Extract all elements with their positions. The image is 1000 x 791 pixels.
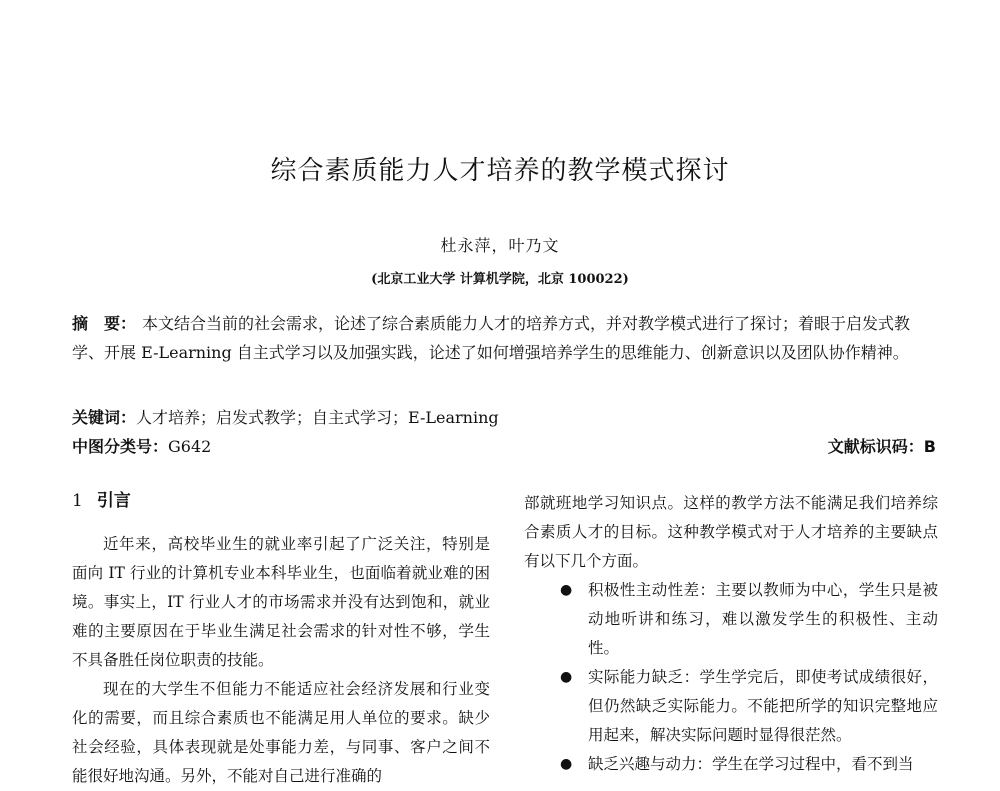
list-item-text: 积极性主动性差：主要以教师为中心，学生只是被动地听讲和练习，难以激发学生的积极性、主动性。 [588,581,938,657]
section-number: 1 [72,491,83,511]
clc-number [72,434,211,457]
right-column [524,489,938,779]
paragraph: 现在的大学生不但能力不能适应社会经济发展和行业变化的需要，而且综合素质也不能满足用人单位的要求。缺少社会经验，具体表现就是处事能力差，与同事、客户之间不能很好地沟通。另外，不能对自己进行准确的 [72,680,490,785]
document-code [828,434,936,457]
keywords-text: 人才培养；启发式教学；自主式学习；E-Learning [136,408,499,427]
keywords-label: 关键词： [72,408,137,427]
affiliation: (北京工业大学 计算机学院，北京 100022) [371,272,629,287]
left-column [72,487,490,791]
doc-code-label: 文献标识码： [827,437,924,456]
list-item [524,750,938,779]
paper-title: 综合素质能力人才培养的教学模式探讨 [270,156,730,186]
abstract [72,309,938,367]
abstract-text: 本文结合当前的社会需求，论述了综合素质能力人才的培养方式，并对教学模式进行了探讨；着眼于启发式教学、开展 E-Learning 自主式学习以及加强实践，论述了如何增强培养学生的思维能力、创新意识以及团队协作精神。 [72,314,911,362]
doc-code-value: B [923,437,936,456]
list-item-text: 缺乏兴趣与动力：学生在学习过程中，看不到当 [588,755,914,773]
keywords [72,405,499,428]
paragraph: 近年来，高校毕业生的就业率引起了广泛关注，特别是面向 IT 行业的计算机专业本科毕业生，也面临着就业难的困境。事实上，IT 行业人才的市场需求并没有达到饱和，就业难的主要原因在于毕业生满足社会需求的针对性不够，学生不具备胜任岗位职责的技能。 [72,535,490,669]
list-item [524,576,938,663]
bullet-icon: ● [560,582,573,598]
section-heading [72,487,490,516]
list-item-text: 实际能力缺乏：学生学完后，即使考试成绩很好，但仍然缺乏实际能力。不能把所学的知识完整地应用起来，解决实际问题时显得很茫然。 [588,668,938,744]
bullet-icon: ● [560,756,573,772]
bullet-list [524,576,938,779]
clc-value: G642 [168,437,212,456]
abstract-label: 摘 要： [72,314,137,333]
bullet-icon: ● [560,669,573,685]
author-list: 杜永萍，叶乃文 [440,236,560,255]
continued-paragraph: 部就班地学习知识点。这样的教学方法不能满足我们培养综合素质人才的目标。这种教学模式对于人才培养的主要缺点有以下几个方面。 [524,494,938,570]
list-item [524,663,938,750]
clc-label: 中图分类号： [72,437,169,456]
section-title: 引言 [96,491,131,511]
